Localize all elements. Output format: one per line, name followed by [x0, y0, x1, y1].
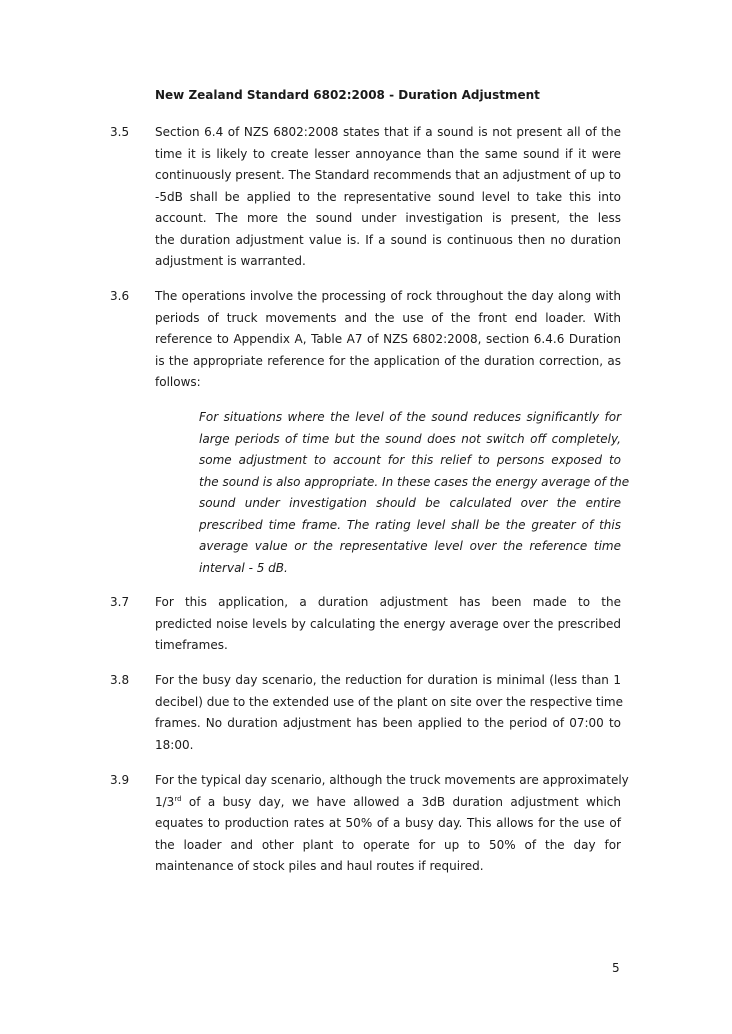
- quote-line: For situations where the level of the sound reduces significantly for: [199, 410, 621, 424]
- text-line: frames. No duration adjustment has been applied to the period of 07:00 to: [155, 716, 621, 730]
- text-line: reference to Appendix A, Table A7 of NZS 6802:2008, section 6.4.6 Duration: [155, 332, 621, 346]
- quote-line: large periods of time but the sound does not switch off completely,: [199, 431, 621, 446]
- paragraph-number: 3.8: [110, 673, 130, 687]
- text-line: 18:00.: [155, 737, 194, 752]
- standard-quote: [199, 407, 630, 579]
- line-remainder: of a busy day, we have allowed a 3dB duration adjustment which: [181, 794, 621, 809]
- paragraph-number: 3.7: [110, 595, 130, 609]
- paragraph-number: 3.5: [110, 125, 130, 139]
- quote-line: sound under investigation should be calculated over the entire: [199, 496, 621, 510]
- text-line: continuously present. The Standard recommends that an adjustment of up to: [155, 168, 621, 182]
- text-line: For the typical day scenario, although the truck movements are approximately: [155, 773, 629, 787]
- text-line: [155, 792, 621, 814]
- text-line: adjustment is warranted.: [155, 254, 306, 268]
- paragraph-text: [155, 770, 629, 878]
- quote-line: interval - 5 dB.: [199, 560, 288, 575]
- text-line: the loader and other plant to operate for up to 50% of the day for: [155, 837, 621, 852]
- text-line: The operations involve the processing of rock throughout the day along with: [155, 289, 621, 303]
- text-line: maintenance of stock piles and haul routes if required.: [155, 859, 484, 873]
- text-line: follows:: [155, 375, 201, 389]
- text-line: timeframes.: [155, 638, 228, 652]
- quote-line: average value or the representative level over the reference time: [199, 539, 621, 553]
- text-line: is the appropriate reference for the application of the duration correction, as: [155, 353, 621, 368]
- text-line: the duration adjustment value is. If a sound is continuous then no duration: [155, 232, 621, 247]
- text-line: -5dB shall be applied to the representative sound level to take this into: [155, 189, 621, 204]
- fraction-text: 1/3: [155, 794, 175, 809]
- paragraph-text: [155, 122, 621, 273]
- text-line: account. The more the sound under investigation is present, the less: [155, 211, 621, 225]
- quote-line: prescribed time frame. The rating level shall be the greater of this: [199, 517, 621, 532]
- text-line: equates to production rates at 50% of a busy day. This allows for the use of: [155, 816, 621, 830]
- paragraph-number: 3.9: [110, 773, 130, 787]
- text-line: decibel) due to the extended use of the plant on site over the respective time: [155, 694, 624, 709]
- text-line: predicted noise levels by calculating the energy average over the prescribed: [155, 616, 621, 631]
- text-line: For this application, a duration adjustment has been made to the: [155, 595, 621, 609]
- section-heading: New Zealand Standard 6802:2008 - Duration Adjustment: [155, 88, 540, 102]
- paragraph-text: [155, 670, 624, 756]
- text-line: periods of truck movements and the use of the front end loader. With: [155, 310, 621, 325]
- paragraph-number: 3.6: [110, 289, 130, 303]
- text-line: time it is likely to create lesser annoyance than the same sound if it were: [155, 146, 621, 161]
- quote-line: the sound is also appropriate. In these cases the energy average of the: [199, 474, 630, 489]
- page-number: 5: [612, 961, 620, 975]
- ordinal-suffix: rd: [174, 794, 182, 803]
- text-line: For the busy day scenario, the reduction for duration is minimal (less than 1: [155, 673, 621, 687]
- paragraph-text: [155, 286, 621, 394]
- quote-line: some adjustment to account for this relief to persons exposed to: [199, 453, 621, 467]
- text-line: Section 6.4 of NZS 6802:2008 states that if a sound is not present all of the: [155, 125, 621, 139]
- paragraph-text: [155, 592, 621, 657]
